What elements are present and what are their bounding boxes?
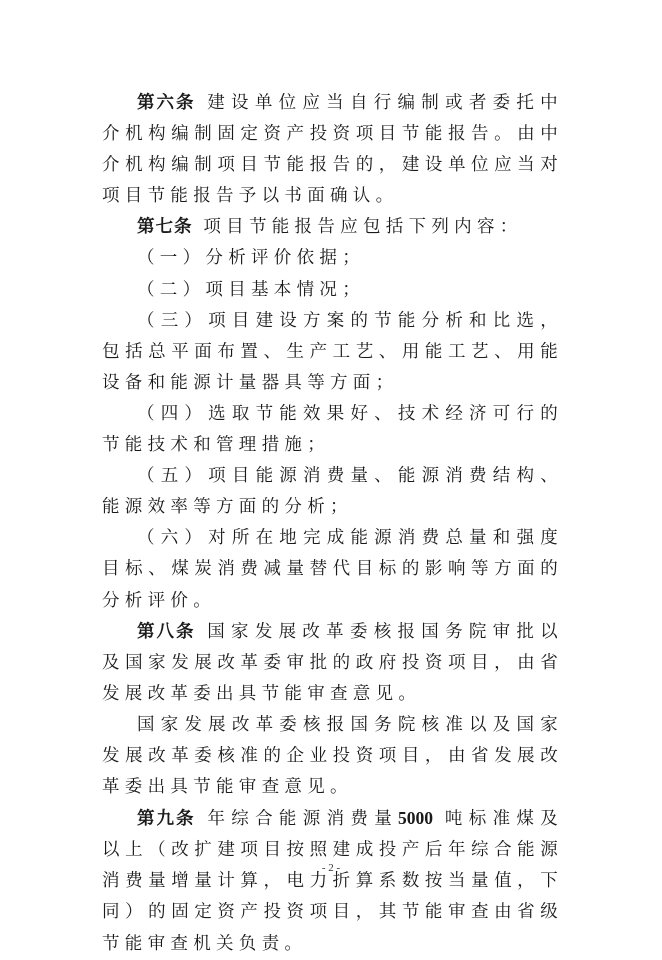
list-item-text: （三）项目建设方案的节能分析和比选，包括总平面布置、生产工艺、用能工艺、用能设备和能源计量器具等方面； <box>102 310 563 393</box>
page-number: - 2 - <box>321 862 341 874</box>
article-8 <box>102 617 563 710</box>
article-8-paragraph-2 <box>102 710 563 803</box>
list-item <box>102 306 563 399</box>
list-item <box>102 243 563 274</box>
article-heading: 第八条 <box>137 621 196 642</box>
article-9 <box>102 803 563 959</box>
energy-threshold-number: 5000 <box>398 808 434 829</box>
list-item <box>102 399 563 461</box>
paragraph-text: 国家发展改革委核报国务院核准以及国家发展改革委核准的企业投资项目，由省发展改革委出具节能审查意见。 <box>102 714 563 798</box>
article-heading: 第七条 <box>137 217 193 238</box>
article-text: 项目节能报告应包括下列内容： <box>192 217 523 238</box>
list-item-text: （一）分析评价依据； <box>137 248 365 269</box>
article-6 <box>102 88 563 212</box>
article-text: 吨标准煤及以上（改扩建项目按照建成投产后年综合能源消费量增量计算，电力折算系数按当量值，下同）的固定资产投资项目，其节能审查由省级节能审查机关负责。 <box>102 809 564 954</box>
list-item-text: （六）对所在地完成能源消费总量和强度目标、煤炭消费减量替代目标的影响等方面的分析评价。 <box>102 528 563 611</box>
article-7 <box>102 212 563 243</box>
list-item <box>102 275 563 306</box>
article-heading: 第九条 <box>137 809 196 830</box>
article-text-before: 年综合能源消费量 <box>195 809 399 830</box>
article-heading: 第六条 <box>137 93 196 113</box>
list-item <box>102 461 563 523</box>
list-item-text: （二）项目基本情况； <box>137 279 365 300</box>
list-item-text: （五）项目能源消费量、能源消费结构、能源效率等方面的分析； <box>102 466 563 518</box>
document-body <box>102 88 563 960</box>
article-text: 建设单位应当自行编制或者委托中介机构编制固定资产投资项目节能报告。由中介机构编制项目节能报告的，建设单位应当对项目节能报告予以书面确认。 <box>102 93 563 207</box>
list-item <box>102 523 563 616</box>
article-text: 国家发展改革委核报国务院审批以及国家发展改革委审批的政府投资项目，由省发展改革委出具节能审查意见。 <box>102 621 563 704</box>
list-item-text: （四）选取节能效果好、技术经济可行的节能技术和管理措施； <box>102 403 563 456</box>
